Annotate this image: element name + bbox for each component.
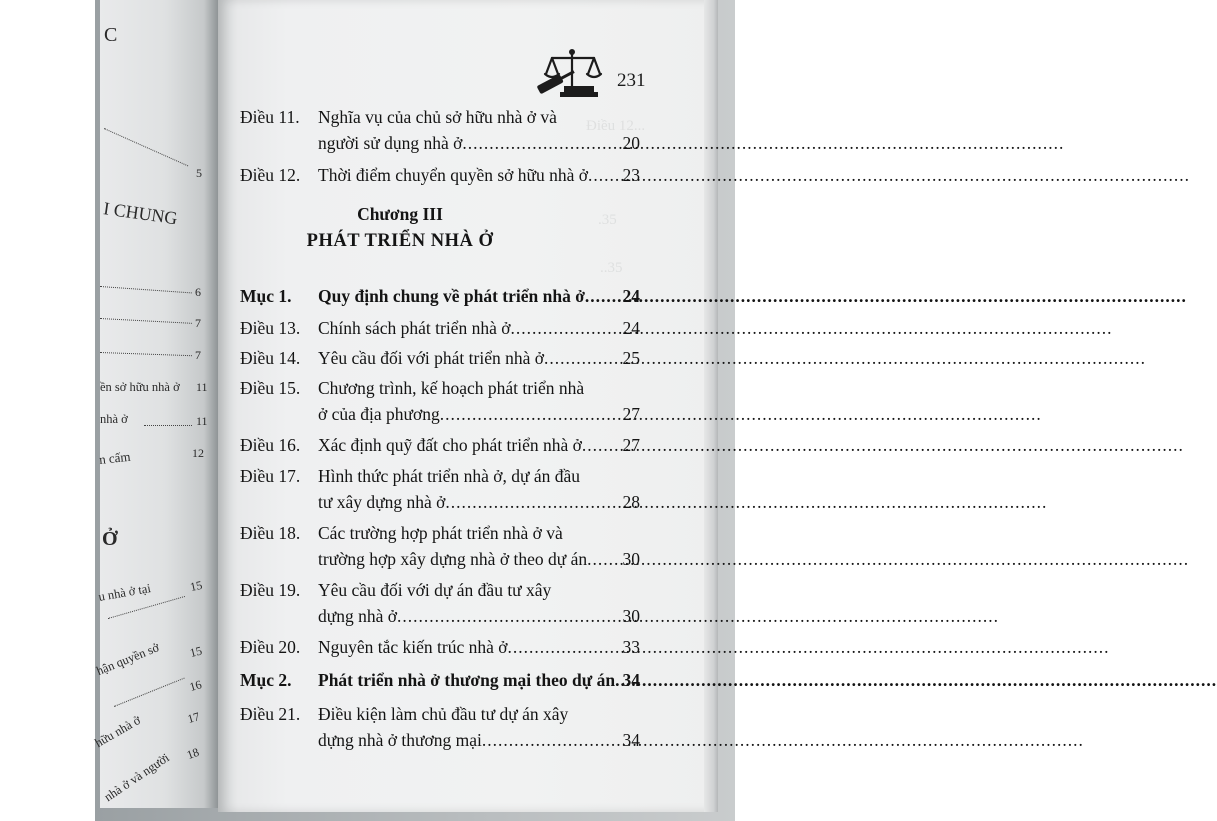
entry-page-number: 34 — [622, 730, 640, 750]
dotted-leader — [440, 401, 623, 427]
dotted-leader — [445, 489, 622, 515]
dotted-leader — [114, 678, 185, 707]
chapter-title: PHÁT TRIỂN NHÀ Ở — [306, 231, 494, 251]
entry-label: Điều 16. — [240, 435, 301, 455]
dotted-leader — [585, 283, 623, 309]
left-page-number: 15 — [188, 577, 204, 595]
entry-label: Điều 17. — [240, 466, 301, 486]
dotted-leader — [100, 352, 192, 356]
entry-page-number: 24 — [622, 286, 640, 306]
entry-title: Yêu cầu đối với phát triển nhà ở — [318, 348, 545, 368]
entry-label: Điều 18. — [240, 523, 301, 543]
left-page-text: hận quyền sở — [94, 640, 162, 679]
bleed-through-text: Điều 12... — [586, 118, 646, 134]
entry-title: Các trường hợp phát triển nhà ở và — [318, 523, 563, 543]
entry-page-number: 30 — [622, 549, 640, 569]
left-page-text: C — [104, 24, 118, 46]
dotted-leader — [588, 162, 622, 188]
entry-label: Mục 2. — [240, 670, 292, 690]
left-page-text: ền sở hữu nhà ở — [100, 380, 180, 394]
left-page-number: 17 — [185, 709, 202, 727]
left-page-number: 11 — [196, 414, 208, 428]
entry-page-number: 25 — [622, 348, 640, 368]
left-page-text: nhà ở — [100, 412, 128, 426]
left-page-number: 12 — [192, 446, 204, 460]
dotted-leader — [510, 315, 622, 341]
dotted-leader — [397, 603, 622, 629]
entry-title: Quy định chung về phát triển nhà ở — [318, 286, 585, 306]
entry-page-number: 33 — [622, 637, 640, 657]
entry-label: Điều 11. — [240, 107, 300, 127]
dotted-leader — [100, 286, 192, 293]
left-page-number: 7 — [195, 316, 201, 330]
dotted-leader — [482, 727, 623, 753]
entry-page-number: 27 — [622, 404, 640, 424]
entry-title: Hình thức phát triển nhà ở, dự án đầu — [318, 466, 580, 486]
entry-label: Điều 13. — [240, 318, 301, 338]
dotted-leader — [615, 667, 622, 693]
left-page-heading: I CHUNG — [102, 198, 179, 229]
entry-page-number: 28 — [622, 492, 640, 512]
entry-label: Điều 15. — [240, 378, 301, 398]
entry-title: Chương trình, kế hoạch phát triển nhà — [318, 378, 585, 398]
left-page-number: 18 — [184, 744, 201, 763]
left-page-number: 6 — [195, 285, 201, 299]
bleed-through-text: ..35 — [600, 260, 623, 276]
entry-label: Điều 20. — [240, 637, 301, 657]
page-number: 231 — [617, 70, 646, 91]
entry-title: tư xây dựng nhà ở — [318, 492, 446, 512]
left-page-number: 7 — [195, 348, 201, 362]
entry-title: trường hợp xây dựng nhà ở theo dự án — [318, 549, 588, 569]
entry-title: Nghĩa vụ của chủ sở hữu nhà ở và — [318, 107, 557, 127]
entry-title: Yêu cầu đối với dự án đầu tư xây — [318, 580, 552, 600]
dotted-leader — [104, 128, 188, 166]
entry-title: Điều kiện làm chủ đầu tư dự án xây — [318, 704, 569, 724]
entry-title: Thời điểm chuyển quyền sở hữu nhà ở — [318, 165, 589, 185]
scales-of-justice-icon — [538, 46, 606, 98]
entry-label: Điều 12. — [240, 165, 301, 185]
entry-title: Nguyên tắc kiến trúc nhà ở — [318, 637, 508, 657]
dotted-leader — [462, 130, 622, 156]
dotted-leader — [508, 634, 623, 660]
entry-label: Mục 1. — [240, 286, 292, 306]
chapter-number: Chương III — [357, 204, 443, 224]
left-page-text: n cấm — [98, 448, 132, 468]
dotted-leader — [144, 425, 192, 426]
entry-page-number: 24 — [622, 318, 640, 338]
entry-label: Điều 14. — [240, 348, 301, 368]
dotted-leader — [100, 318, 192, 324]
entry-page-number: 23 — [622, 165, 640, 185]
left-page-text: nhà ở và người — [101, 750, 172, 805]
entry-page-number: 20 — [622, 133, 640, 153]
left-page-number: 15 — [188, 643, 204, 661]
entry-title: dựng nhà ở — [318, 606, 398, 626]
left-page — [92, 0, 220, 808]
dotted-leader — [544, 345, 622, 371]
left-page-number: 16 — [187, 677, 204, 695]
left-page-number: 5 — [196, 166, 202, 180]
entry-page-number: 34 — [622, 670, 640, 690]
bleed-through-text: .35 — [598, 212, 617, 228]
left-page-text: u nhà ở tại — [97, 581, 152, 605]
left-page-number: 11 — [196, 380, 208, 394]
entry-title: Phát triển nhà ở thương mại theo dự án — [318, 670, 616, 690]
entry-title: Xác định quỹ đất cho phát triển nhà ở — [318, 435, 582, 455]
entry-page-number: 30 — [622, 606, 640, 626]
entry-title: Chính sách phát triển nhà ở — [318, 318, 511, 338]
entry-label: Điều 19. — [240, 580, 301, 600]
left-page-text: hữu nhà ở — [92, 712, 143, 751]
entry-title: người sử dụng nhà ở — [318, 133, 463, 153]
dotted-leader — [587, 546, 622, 572]
dotted-leader — [582, 432, 623, 458]
entry-title: dựng nhà ở thương mại — [318, 730, 482, 750]
entry-title: ở của địa phương — [318, 404, 440, 424]
entry-label: Điều 21. — [240, 704, 301, 724]
entry-page-number: 27 — [622, 435, 640, 455]
left-page-heading: Ở — [102, 528, 118, 550]
